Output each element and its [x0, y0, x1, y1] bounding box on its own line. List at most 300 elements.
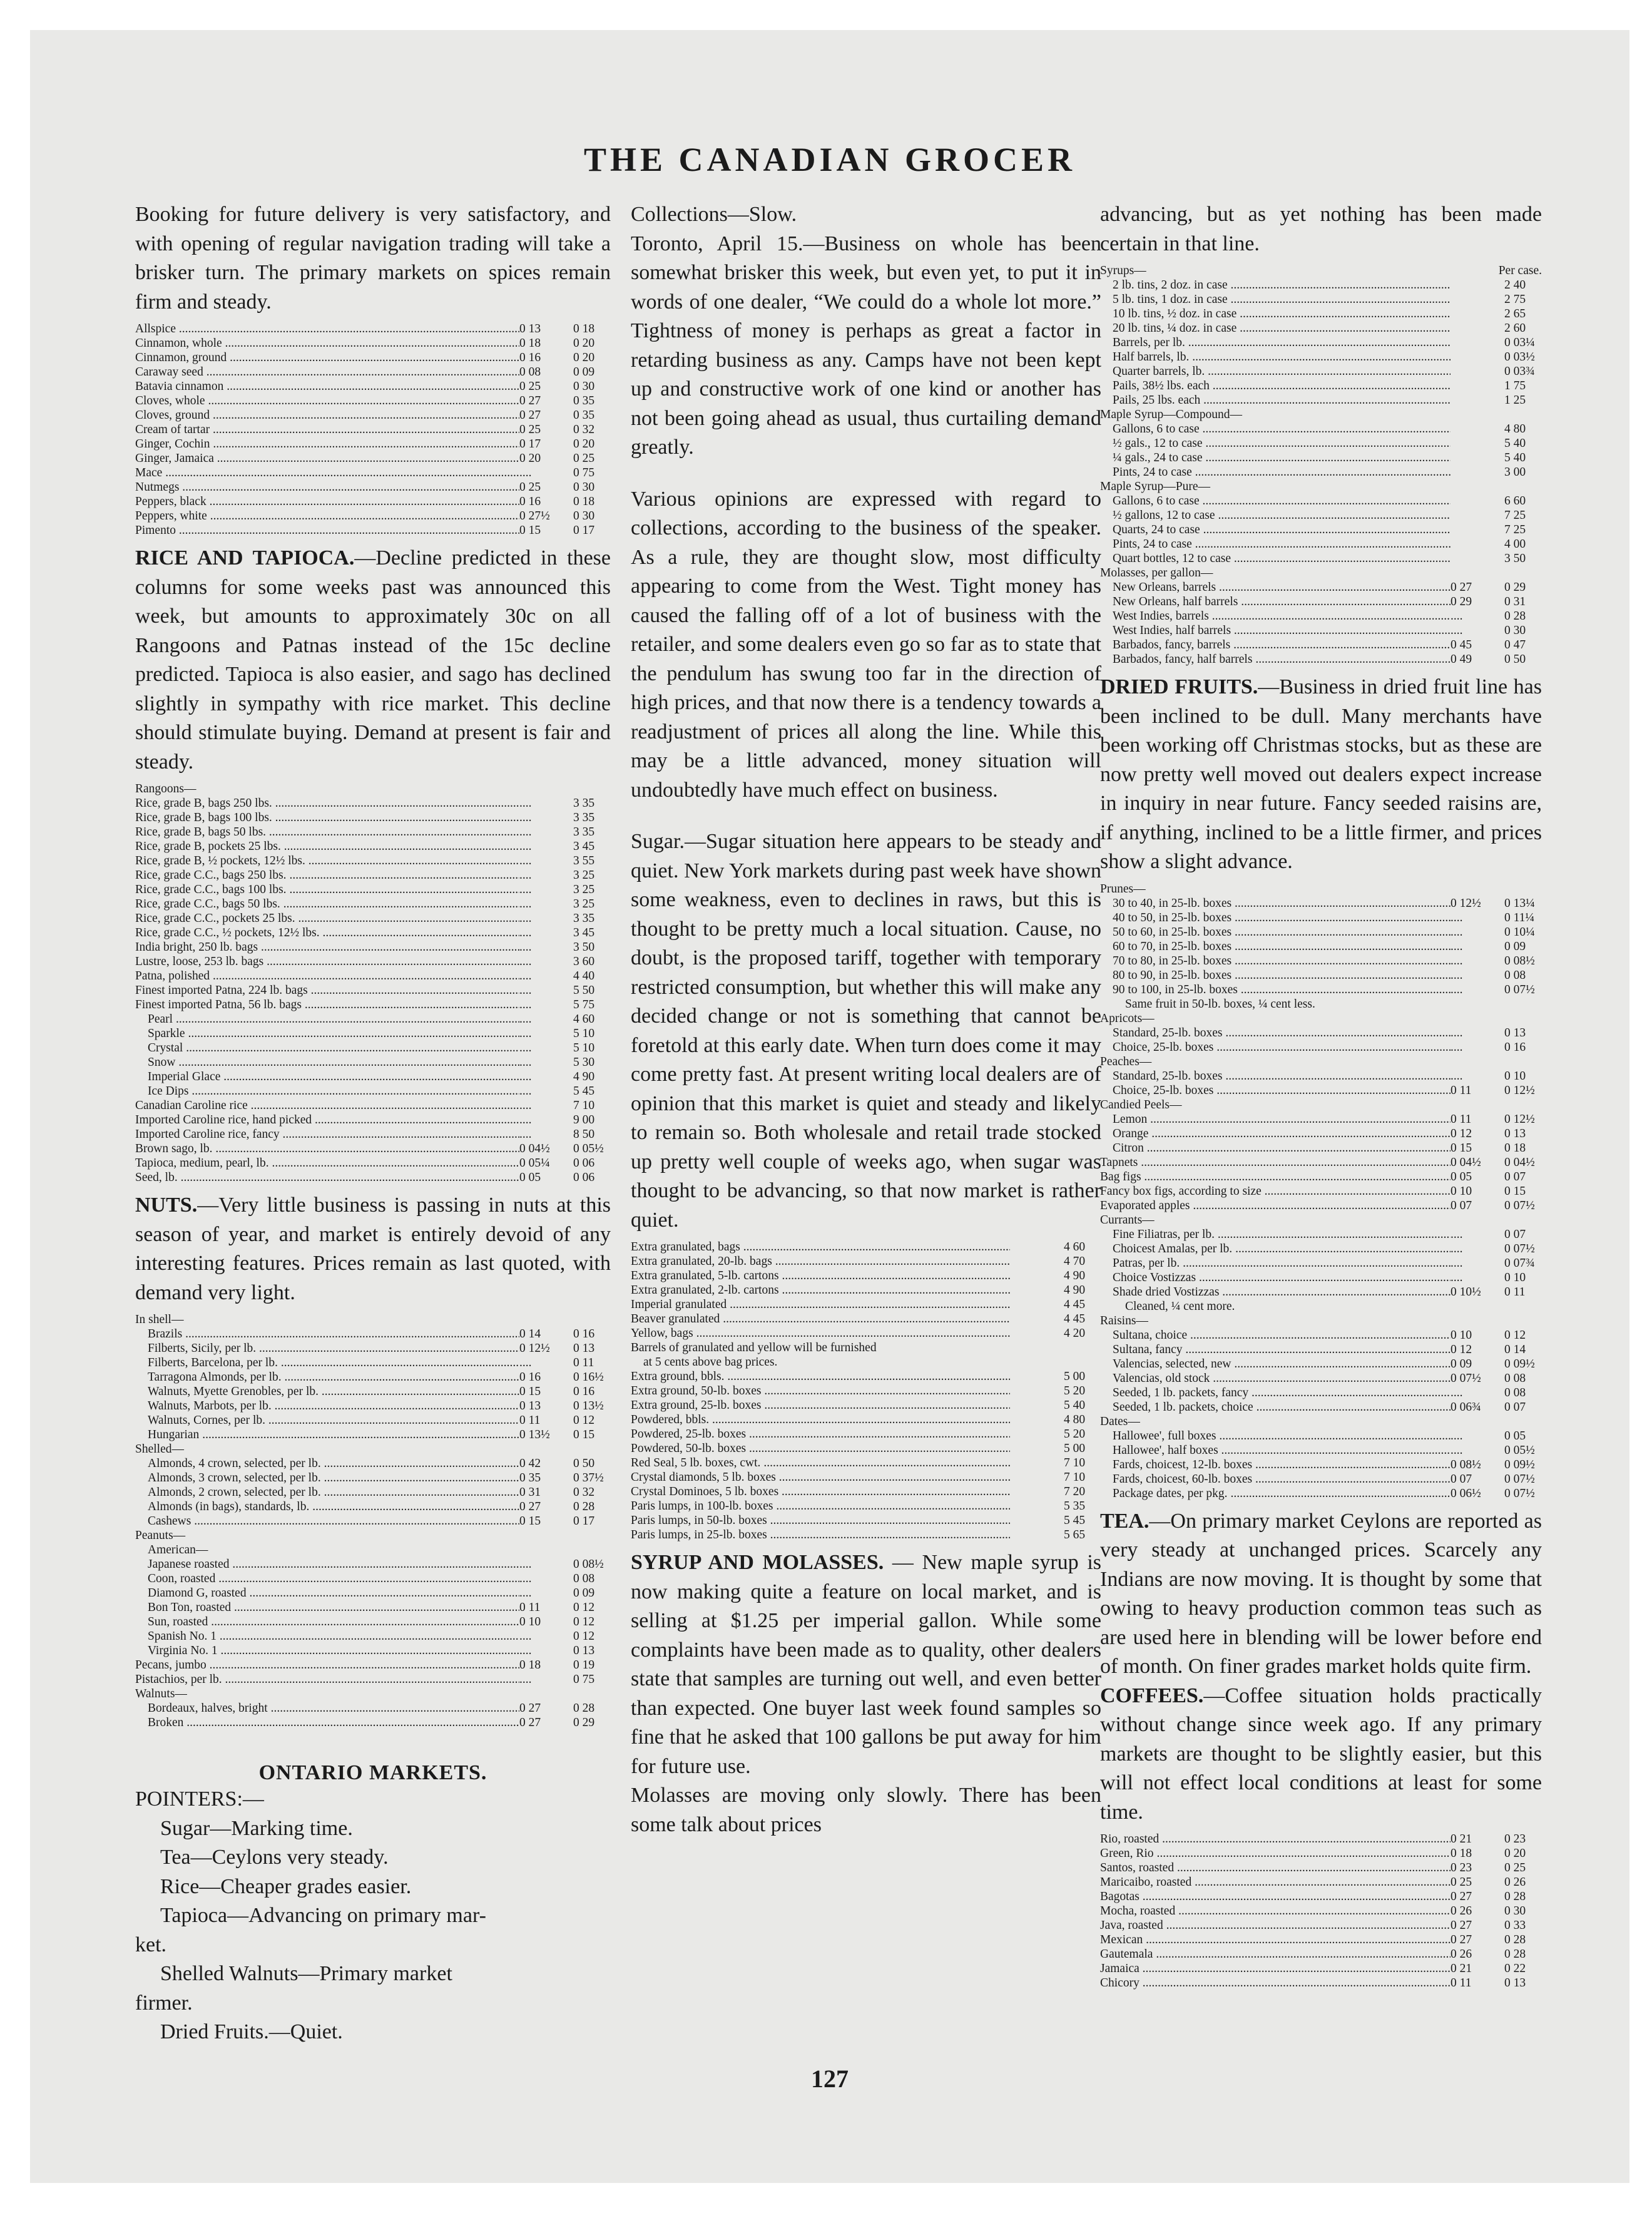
nuts-table-row: [135, 1543, 611, 1557]
price-high: 5 30: [573, 1056, 595, 1069]
sugar-table-row: [631, 1427, 1101, 1441]
price-low: [1451, 422, 1504, 436]
price-low: ....: [1451, 1270, 1463, 1284]
item-name: Bag figs .....: [1100, 1170, 1451, 1184]
item-name: Quarter barrels, lb. .....: [1100, 364, 1451, 379]
sugar-table-row: [631, 1254, 1101, 1269]
syrup-table-row: [1100, 436, 1542, 451]
price-high: 0 30: [573, 481, 595, 494]
rice-table-row: [135, 911, 611, 926]
price-low: 0 06½: [1451, 1486, 1481, 1500]
price-low: 0 09: [1451, 1357, 1472, 1371]
item-name: Powdered, 25-lb. boxes .....: [631, 1427, 1010, 1441]
pointer-item: Rice—Cheaper grades easier.: [160, 1874, 412, 1898]
item-name: Cinnamon, ground .....: [135, 350, 519, 365]
price-low: 0 12½: [1451, 896, 1481, 910]
dried-fruit-price-table: [1100, 882, 1542, 1501]
syrup-table-row: [1100, 364, 1542, 379]
price-high: 4 90: [1064, 1284, 1086, 1297]
price-low: [1010, 1528, 1064, 1542]
rice-table-row: [135, 1127, 611, 1142]
item-name: Seeded, 1 lb. packets, fancy .....: [1100, 1386, 1451, 1400]
fruit-table-row: [1100, 1472, 1542, 1486]
price-low: 0 27: [1451, 1933, 1472, 1946]
fruit-table-row: [1100, 1055, 1542, 1069]
item-name: Santos, roasted .....: [1100, 1861, 1451, 1875]
price-low: [1451, 292, 1504, 307]
price-high: 0 20: [1504, 1847, 1526, 1860]
fruit-table-row: [1100, 1429, 1542, 1443]
nuts-table-row: [135, 1600, 611, 1615]
coffee-table-row: [1100, 1875, 1542, 1889]
item-name: Walnuts—: [135, 1687, 187, 1700]
price-low: 0 45: [1451, 638, 1472, 652]
price-high: 2 75: [1504, 293, 1526, 306]
price-low: [1010, 1456, 1064, 1470]
price-high: 0 09: [573, 365, 595, 379]
price-low: 0 21: [1451, 1962, 1472, 1975]
syrup-price-table: [1100, 263, 1542, 667]
price-high: 0 16: [573, 1385, 595, 1398]
item-name: Barrels of granulated and yellow will be furnished: [631, 1341, 877, 1354]
item-name: Shelled—: [135, 1443, 184, 1456]
fruit-table-row: [1100, 968, 1542, 983]
price-low: 0 15: [519, 524, 541, 537]
price-high: 0 28: [1504, 1890, 1526, 1903]
fruit-table-row: [1100, 1371, 1542, 1386]
syrup-table-row: [1100, 623, 1542, 638]
price-high: 3 50: [1504, 552, 1526, 565]
molasses-paragraph: Molasses are moving only slowly. There has been some talk about prices: [631, 1784, 1101, 1836]
price-low: [1010, 1297, 1064, 1312]
item-name: Almonds (in bags), standards, lb. .....: [135, 1500, 519, 1514]
item-name: Brown sago, lb. .....: [135, 1142, 519, 1156]
spices-intro: Booking for future delivery is very satisfactory, and with opening of regular navigation trading will take a brisker turn. The primary markets on spices remain firm and steady.: [135, 203, 611, 314]
price-low: ....: [519, 912, 532, 925]
item-name: 30 to 40, in 25-lb. boxes .....: [1100, 896, 1451, 911]
item-name: Cinnamon, whole .....: [135, 336, 519, 350]
item-name: Package dates, per pkg. .....: [1100, 1486, 1451, 1501]
price-high: 0 30: [1504, 1904, 1526, 1918]
item-name: Almonds, 3 crown, selected, per lb. .....: [135, 1471, 519, 1485]
price-high: 0 05: [1504, 1429, 1526, 1443]
price-low: ....: [519, 1041, 532, 1055]
price-low: ....: [519, 825, 532, 839]
item-name: Rice, grade B, bags 100 lbs. .....: [135, 810, 519, 825]
price-low: 0 16: [519, 495, 541, 508]
rice-paragraph: RICE AND TAPIOCA.—Decline predicted in these columns for some weeks past was announced this week, but amounts to approximately 30c on all Rangoons and Patnas instead of the 15c decline predicted. Tapioca is also easier, and sago has declined slightly in sympathy with rice market. This decline should stimulate buying. Demand at present is fair and steady.: [135, 546, 611, 774]
dried-fruits-paragraph: DRIED FRUITS.—Business in dried fruit line has been inclined to be dull. Many merchants have been working off Christmas stocks, but as these are now pretty well moved out dealers expect increase in inquiry in near future. Fancy seeded raisins are, if anything, inclined to be a little firmer, and prices show a slight advance.: [1100, 675, 1542, 873]
fruit-table-row: [1100, 896, 1542, 911]
price-low: ....: [519, 1644, 532, 1657]
item-name: Extra granulated, 20-lb. bags .....: [631, 1254, 1010, 1269]
syrup-table-row: [1100, 523, 1542, 537]
nuts-table-row: [135, 1643, 611, 1658]
item-name: India bright, 250 lb. bags .....: [135, 940, 519, 954]
nuts-paragraph: NUTS.—Very little business is passing in nuts at this season of year, and market is entirely devoid of any interesting features. Prices remain as last quoted, with demand very light.: [135, 1193, 611, 1304]
fruit-table-row: [1100, 1443, 1542, 1458]
sugar-table-row: [631, 1269, 1101, 1283]
spices-table-row: [135, 480, 611, 494]
price-high: 0 07½: [1504, 1486, 1535, 1500]
fruit-table-row: [1100, 1414, 1542, 1429]
item-name: Canadian Caroline rice .....: [135, 1098, 519, 1113]
item-name: Extra granulated, 2-lb. cartons .....: [631, 1283, 1010, 1297]
price-low: [1010, 1269, 1064, 1283]
rice-table-row: [135, 882, 611, 897]
price-low: [1400, 263, 1454, 278]
fruit-table-row: [1100, 1011, 1542, 1026]
price-high: 0 29: [1504, 581, 1526, 594]
syrup-table-row: [1100, 307, 1542, 321]
item-name: Patna, polished .....: [135, 969, 519, 983]
item-name: Crystal diamonds, 5 lb. boxes .....: [631, 1470, 1010, 1485]
price-low: 0 10: [519, 1615, 541, 1628]
pointer-item: Tea—Ceylons very steady.: [160, 1846, 389, 1869]
spices-table-row: [135, 379, 611, 394]
price-low: 0 15: [1451, 1141, 1472, 1155]
nuts-table-row: [135, 1572, 611, 1586]
sugar-table-row: [631, 1513, 1101, 1528]
pointer-item: firmer.: [135, 1991, 193, 2015]
tea-heading: TEA.: [1100, 1509, 1150, 1533]
item-name: Cleaned, ¼ cent more.: [1125, 1299, 1235, 1313]
item-name: Batavia cinnamon .....: [135, 379, 519, 394]
item-name: Barbados, fancy, half barrels .....: [1100, 652, 1451, 667]
price-high: 0 13: [573, 1342, 595, 1355]
price-high: 0 28: [1504, 1933, 1526, 1946]
price-high: 0 33: [1504, 1919, 1526, 1932]
price-high: 0 32: [573, 1486, 595, 1499]
price-low: [1451, 350, 1504, 364]
sugar-table-row: [631, 1456, 1101, 1470]
item-name: Citron .....: [1100, 1141, 1451, 1155]
fruit-table-row: [1100, 1486, 1542, 1501]
item-name: Seeded, 1 lb. packets, choice .....: [1100, 1400, 1451, 1414]
item-name: ½ gals., 12 to case .....: [1100, 436, 1451, 451]
price-high: 0 28: [573, 1500, 595, 1513]
nuts-heading: NUTS.: [135, 1193, 198, 1217]
price-high: 0 25: [1504, 1861, 1526, 1874]
syrup-table-row: [1100, 652, 1542, 667]
price-low: ....: [519, 1013, 532, 1026]
price-high: 4 20: [1064, 1327, 1086, 1340]
item-name: West Indies, barrels .....: [1100, 609, 1451, 623]
column-2: [631, 200, 1101, 1839]
price-low: 0 29: [1451, 595, 1472, 608]
pointer-item: Shelled Walnuts—Primary market: [160, 1962, 452, 1985]
item-name: Powdered, 50-lb. boxes .....: [631, 1441, 1010, 1456]
price-low: ....: [1451, 954, 1463, 968]
item-name: Peanuts—: [135, 1529, 186, 1542]
pointer-item: Dried Fruits.—Quiet.: [160, 2020, 343, 2043]
fruit-table-row: [1100, 1227, 1542, 1242]
price-low: [1010, 1398, 1064, 1413]
item-name: Candied Peels—: [1100, 1098, 1182, 1112]
price-high: 0 07½: [1504, 1198, 1535, 1212]
rice-table-row: [135, 969, 611, 983]
price-high: 0 09: [1504, 939, 1526, 953]
price-low: 0 25: [519, 481, 541, 494]
price-high: 0 13: [1504, 1026, 1526, 1040]
rice-table-row: [135, 839, 611, 854]
item-name: Raisins—: [1100, 1314, 1148, 1327]
price-low: 0 04½: [519, 1142, 550, 1155]
spices-table-row: [135, 523, 611, 538]
page-header: THE CANADIAN GROCER: [583, 141, 1076, 178]
price-high: 0 25: [573, 452, 595, 465]
item-name: Hungarian .....: [135, 1428, 519, 1442]
price-high: 0 05½: [1504, 1443, 1535, 1457]
column-1: [135, 200, 611, 2047]
price-high: 3 25: [573, 897, 595, 911]
item-name: Rangoons—: [135, 782, 196, 795]
item-name: Fine Filiatras, per lb. .....: [1100, 1227, 1451, 1242]
item-name: Mexican .....: [1100, 1933, 1451, 1947]
item-name: Nutmegs .....: [135, 480, 519, 494]
price-high: 7 10: [1064, 1456, 1086, 1469]
price-low: 0 05: [1451, 1170, 1472, 1183]
item-name: Shade dried Vostizzas .....: [1100, 1285, 1451, 1299]
price-low: [1451, 321, 1504, 335]
spices-table-row: [135, 408, 611, 422]
item-name: Sultana, choice .....: [1100, 1328, 1451, 1342]
item-name: Valencias, old stock .....: [1100, 1371, 1451, 1386]
price-high: 3 25: [573, 883, 595, 896]
rice-table-row: [135, 1098, 611, 1113]
syrup-table-row: [1100, 638, 1542, 652]
price-high: 0 08: [1504, 968, 1526, 982]
item-name: Valencias, selected, new .....: [1100, 1357, 1451, 1371]
item-name: Rice, grade B, ½ pockets, 12½ lbs. .....: [135, 854, 519, 868]
price-high: 0 11: [573, 1356, 594, 1369]
nuts-table-row: [135, 1384, 611, 1399]
item-name: Lemon .....: [1100, 1112, 1451, 1127]
rice-table-row: [135, 868, 611, 882]
price-low: 0 07: [1451, 1198, 1472, 1212]
syrup-table-row: [1100, 580, 1542, 595]
price-high: 0 07½: [1504, 983, 1535, 996]
price-low: ....: [519, 941, 532, 954]
item-name: 10 lb. tins, ½ doz. in case .....: [1100, 307, 1451, 321]
nuts-table-row: [135, 1528, 611, 1543]
item-name: Prunes—: [1100, 882, 1146, 896]
price-high: 0 15: [573, 1428, 595, 1441]
collections-paragraph: Collections—Slow. Toronto, April 15.—Business on whole has been somewhat brisker this week, but even yet, to put it in words of one dealer, “We could do a whole lot more.” Tightness of money is perhaps as great a factor in retarding business as any. Camps have not been kept up and constructive work of one kind or another has not been going ahead as usual, thus curtailing demand greatly.: [631, 203, 1101, 459]
price-high: 0 12: [573, 1630, 595, 1643]
syrup-table-row: [1100, 407, 1542, 422]
price-high: 5 50: [573, 984, 595, 997]
rice-table-row: [135, 1156, 611, 1170]
price-low: [1010, 1499, 1064, 1513]
pointer-item: Sugar—Marking time.: [160, 1816, 353, 1840]
price-low: [1010, 1485, 1064, 1499]
price-high: 0 13: [1504, 1976, 1526, 1990]
price-high: 5 45: [1064, 1514, 1086, 1527]
rice-table-row: [135, 796, 611, 810]
item-name: Rice, grade B, pockets 25 lbs. .....: [135, 839, 519, 854]
item-name: Peppers, black .....: [135, 494, 519, 509]
nuts-table-row: [135, 1356, 611, 1370]
coffee-table-row: [1100, 1904, 1542, 1918]
item-name: Japanese roasted .....: [135, 1557, 519, 1572]
item-name: Rice, grade C.C., bags 100 lbs. .....: [135, 882, 519, 897]
price-low: ....: [519, 955, 532, 968]
price-low: ....: [519, 1356, 532, 1369]
price-high: 0 35: [573, 409, 595, 422]
fruit-table-row: [1100, 911, 1542, 925]
price-low: 0 08: [519, 365, 541, 379]
price-low: ....: [519, 883, 532, 896]
page-number: 127: [811, 2065, 849, 2093]
syrup-table-row: [1100, 508, 1542, 523]
price-high: 0 15: [1504, 1184, 1526, 1198]
price-low: ....: [1451, 1429, 1463, 1443]
price-low: [1010, 1441, 1064, 1456]
sugar-table-row: [631, 1240, 1101, 1254]
price-low: 0 27: [1451, 581, 1472, 594]
sugar-paragraph: Sugar.—Sugar situation here appears to be steady and quiet. New York markets during past week have shown some weakness, even to declines in raws, but this is thought to be pretty much a local situation. Cause, no doubt, is the proposed tariff, together with temporary restricted consumption, but whether this will make any decided change or not is something that cannot be foretold at this early date. When turn does come it may come pretty fast. At present writing local dealers are of opinion that this market is quiet and steady and likely to remain so. Both wholesale and retail trade stocked up pretty well couple of weeks ago, when sugar was thought to be advancing, so that now market is rather quiet.: [631, 830, 1101, 1232]
pointers-block: [135, 1785, 611, 2047]
syrup-table-row: [1100, 278, 1542, 292]
price-low: ....: [1451, 1069, 1463, 1083]
item-name: Bordeaux, halves, bright .....: [135, 1701, 519, 1715]
coffees-heading: COFFEES.: [1100, 1684, 1204, 1707]
price-high: 9 00: [573, 1113, 595, 1127]
price-low: 0 42: [519, 1457, 541, 1470]
price-high: 3 35: [573, 797, 595, 810]
item-name: Walnuts, Myette Grenobles, per lb. .....: [135, 1384, 519, 1399]
rice-table-row: [135, 1170, 611, 1185]
price-low: 0 14: [519, 1327, 541, 1341]
item-name: Allspice .....: [135, 322, 519, 336]
coffee-table-row: [1100, 1832, 1542, 1846]
price-high: 4 45: [1064, 1298, 1086, 1311]
opinions-paragraph: Various opinions are expressed with regard to collections, according to the business of the speaker. As a rule, they are thought slow, most difficulty appearing to come from the West. Tight money has caused the falling off of a lot of business with the retailer, and some dealers even go so far as to state that the pendulum has swung too far in the direction of high prices, and that now there is a tendency towards a readjustment of prices all along the line. While this may be a little advanced, money situation will undoubtedly have much effect on business.: [631, 487, 1101, 802]
nuts-table-row: [135, 1615, 611, 1629]
spices-price-table: [135, 322, 611, 538]
price-high: 5 20: [1064, 1428, 1086, 1441]
syrup-table-row: [1100, 609, 1542, 623]
price-high: 3 55: [573, 854, 595, 867]
item-name: Crystal .....: [135, 1041, 519, 1055]
price-low: 0 12: [1451, 1127, 1472, 1140]
price-high: 4 45: [1064, 1312, 1086, 1326]
fruit-table-row: [1100, 954, 1542, 968]
nuts-table-row: [135, 1701, 611, 1715]
spices-table-row: [135, 394, 611, 408]
price-low: 0 27: [1451, 1890, 1472, 1903]
nuts-table-row: [135, 1456, 611, 1471]
item-name: Sultana, fancy .....: [1100, 1342, 1451, 1357]
price-high: 0 13½: [573, 1399, 604, 1413]
item-name: Imported Caroline rice, hand picked .....: [135, 1113, 519, 1127]
fruit-table-row: [1100, 1299, 1542, 1314]
item-name: Same fruit in 50-lb. boxes, ¼ cent less.: [1125, 997, 1315, 1011]
price-high: 0 07: [1504, 1170, 1526, 1183]
nuts-price-table: [135, 1312, 611, 1730]
sugar-table-row: [631, 1413, 1101, 1427]
item-name: Filberts, Sicily, per lb. .....: [135, 1341, 519, 1356]
item-name: 2 lb. tins, 2 doz. in case .....: [1100, 278, 1451, 292]
price-high: 6 60: [1504, 494, 1526, 508]
price-low: 0 15: [519, 1385, 541, 1398]
price-high: 0 20: [573, 337, 595, 350]
price-low: ....: [519, 969, 532, 983]
nuts-table-row: [135, 1370, 611, 1384]
price-low: ....: [519, 1027, 532, 1040]
fruit-table-row: [1100, 1184, 1542, 1198]
fruit-table-row: [1100, 1285, 1542, 1299]
price-high: 5 65: [1064, 1528, 1086, 1541]
tea-paragraph: TEA.—On primary market Ceylons are reported as very steady at unchanged prices. Scarcely any Indians are now moving. It is thought by some that owing to heavy production common teas such as are used here in blending will be lower before end of month. On finer grades market holds quite firm.: [1100, 1509, 1542, 1678]
price-low: 0 11: [519, 1414, 541, 1427]
price-high: 0 16: [1504, 1040, 1526, 1054]
fruit-table-row: [1100, 1342, 1542, 1357]
item-name: Seed, lb. .....: [135, 1170, 519, 1185]
price-low: 0 13: [519, 1399, 541, 1413]
price-high: 5 40: [1504, 451, 1526, 464]
fruit-table-row: [1100, 997, 1542, 1011]
price-high: 0 17: [573, 1515, 595, 1528]
syrup-table-row: [1100, 479, 1542, 494]
item-name: Finest imported Patna, 56 lb. bags .....: [135, 998, 519, 1012]
price-high: 0 07¾: [1504, 1256, 1535, 1270]
price-high: 0 12: [573, 1414, 595, 1427]
price-high: 2 60: [1504, 322, 1526, 335]
price-high: 0 06: [573, 1157, 595, 1170]
price-high: 0 10: [1504, 1270, 1526, 1284]
price-low: ....: [519, 1587, 532, 1600]
price-high: 0 20: [573, 351, 595, 364]
price-high: 0 50: [573, 1457, 595, 1470]
price-low: 0 11: [1451, 1976, 1472, 1990]
fruit-table-row: [1100, 1198, 1542, 1213]
price-low: ....: [1451, 1256, 1463, 1270]
item-name: 90 to 100, in 25-lb. boxes .....: [1100, 983, 1451, 997]
price-high: 0 04½: [1504, 1155, 1535, 1169]
price-low: ....: [519, 1558, 532, 1571]
item-name: Coon, roasted .....: [135, 1572, 519, 1586]
rice-table-row: [135, 1012, 611, 1026]
price-high: 5 35: [1064, 1500, 1086, 1513]
fruit-table-row: [1100, 983, 1542, 997]
price-high: 0 14: [1504, 1342, 1526, 1356]
price-low: ....: [519, 1056, 532, 1069]
price-high: 5 75: [573, 998, 595, 1011]
fruit-table-row: [1100, 1098, 1542, 1112]
spices-table-row: [135, 336, 611, 350]
item-name: Sparkle .....: [135, 1026, 519, 1041]
price-high: 7 10: [1064, 1471, 1086, 1484]
sugar-table-row: [631, 1499, 1101, 1513]
item-name: ½ gallons, 12 to case .....: [1100, 508, 1451, 523]
coffee-table-row: [1100, 1846, 1542, 1861]
spices-table-row: [135, 365, 611, 379]
item-name: West Indies, half barrels .....: [1100, 623, 1451, 638]
item-name: Rice, grade C.C., bags 50 lbs. .....: [135, 897, 519, 911]
price-high: 2 65: [1504, 307, 1526, 320]
item-name: Cloves, ground .....: [135, 408, 519, 422]
fruit-table-row: [1100, 1328, 1542, 1342]
nuts-table-row: [135, 1514, 611, 1528]
price-high: 0 12½: [1504, 1112, 1535, 1126]
price-high: 0 09½: [1504, 1458, 1535, 1471]
price-low: ....: [1451, 1227, 1463, 1241]
price-high: 0 22: [1504, 1962, 1526, 1975]
item-name: Barbados, fancy, barrels .....: [1100, 638, 1451, 652]
price-low: 0 07½: [1451, 1371, 1481, 1385]
